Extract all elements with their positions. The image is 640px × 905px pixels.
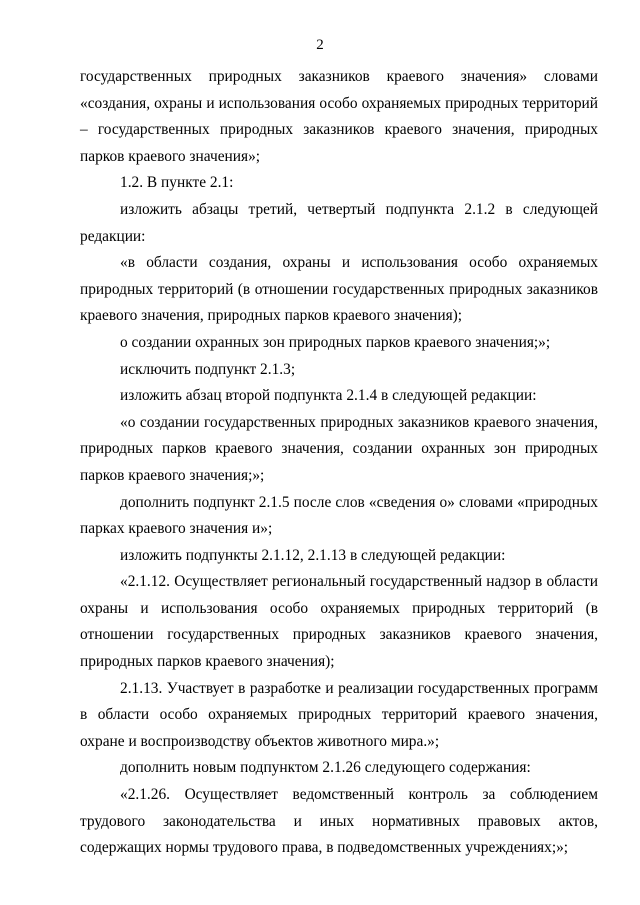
paragraph-exclude-2-1-3: исключить подпункт 2.1.3; (120, 360, 296, 378)
paragraph-add-2-1-26: дополнить новым подпунктом 2.1.26 следующего содержания: (120, 759, 531, 777)
paragraph-amend-2-1-2: изложить абзацы третий, четвертый подпункта 2.1.2 в следующей редакции: (80, 200, 598, 245)
paragraph-quote-creation: «о создании государственных природных заказников краевого значения, природных парков краевого значения, создании охранных зон природных парков краевого значения;»; (80, 413, 598, 484)
paragraph-intro-continuation: государственных природных заказников краевого значения» словами «создания, охраны и использования особо охраняемых природных территорий – государственных природных заказников краевого значения, природных парков краевого значения»; (80, 68, 598, 165)
paragraph-amend-2-1-4: изложить абзац второй подпункта 2.1.4 в следующей редакции: (120, 387, 537, 405)
paragraph-quote-2-1-12: «2.1.12. Осуществляет региональный государственный надзор в области охраны и использования особо охраняемых природных территорий (в отношении государственных природных заказников краевого значения, природных парков краевого значения); (80, 573, 598, 671)
paragraph-quote-zones: о создании охранных зон природных парков краевого значения;»; (120, 333, 551, 351)
document-body (80, 64, 598, 862)
paragraph-amend-2-1-5: дополнить подпункт 2.1.5 после слов «сведения о» словами «природных парках краевого значения и»; (80, 493, 598, 538)
paragraph-quote-2-1-13: 2.1.13. Участвует в разработке и реализации государственных программ в области особо охраняемых природных территорий краевого значения, охране и воспроизводству объектов животного мира.»; (80, 679, 598, 750)
page-number: 2 (316, 37, 324, 53)
paragraph-quote-2-1-26: «2.1.26. Осуществляет ведомственный контроль за соблюдением трудового законодательства и иных нормативных правовых актов, содержащих нормы трудового права, в подведомственных учреждениях;»; (80, 786, 598, 857)
paragraph-item-1-2: 1.2. В пункте 2.1: (120, 174, 234, 192)
paragraph-amend-2-1-12-13: изложить подпункты 2.1.12, 2.1.13 в следующей редакции: (120, 546, 506, 564)
paragraph-quote-area: «в области создания, охраны и использования особо охраняемых природных территорий (в отношении государственных природных заказников краевого значения, природных парков краевого значения); (80, 254, 598, 325)
